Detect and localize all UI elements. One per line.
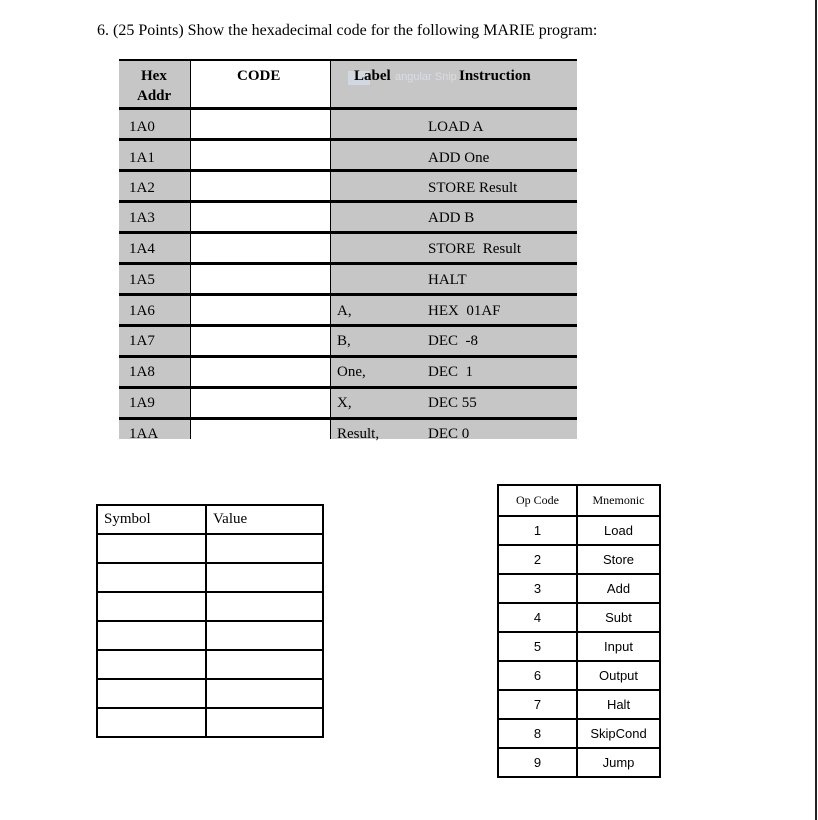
row-addr: 1A8 — [129, 364, 155, 380]
value-cell — [206, 679, 323, 708]
opcode-cell: 2 — [498, 545, 577, 574]
row-addr: 1A7 — [129, 333, 155, 349]
row-rule — [119, 200, 577, 203]
row-rule — [119, 262, 577, 265]
value-header: Value — [206, 505, 323, 534]
page-right-border — [815, 0, 817, 820]
header-instruction: Instruction — [459, 68, 531, 84]
symbol-cell — [97, 592, 206, 621]
opcode-cell: 6 — [498, 661, 577, 690]
row-addr: 1A5 — [129, 272, 155, 288]
mnemonic-cell: Add — [577, 574, 660, 603]
symbol-cell — [97, 563, 206, 592]
opcode-cell: 7 — [498, 690, 577, 719]
row-label: A, — [337, 303, 352, 319]
mnemonic-cell: Store — [577, 545, 660, 574]
mnemonic-cell: Subt — [577, 603, 660, 632]
opcode-header: Op Code — [498, 485, 577, 516]
row-rule — [119, 386, 577, 389]
header-addr: Addr — [137, 88, 172, 104]
row-rule — [119, 138, 577, 141]
row-rule — [119, 169, 577, 172]
row-instruction: STORE Result — [428, 180, 518, 196]
row-instruction: DEC 55 — [428, 395, 477, 411]
row-addr: 1A2 — [129, 180, 155, 196]
symbol-cell — [97, 650, 206, 679]
symbol-table — [96, 504, 324, 738]
opcode-cell: 3 — [498, 574, 577, 603]
mnemonic-cell: Input — [577, 632, 660, 661]
row-addr: 1A0 — [129, 119, 155, 135]
value-cell — [206, 592, 323, 621]
row-rule — [119, 293, 577, 296]
header-hex: Hex — [141, 68, 167, 84]
opcode-table — [497, 484, 661, 778]
row-instruction: LOAD A — [428, 119, 484, 135]
col-divider — [190, 59, 191, 439]
symbol-header: Symbol — [97, 505, 206, 534]
row-instruction: ADD One — [428, 150, 490, 166]
mnemonic-cell: SkipCond — [577, 719, 660, 748]
opcode-cell: 9 — [498, 748, 577, 777]
mnemonic-cell: Halt — [577, 690, 660, 719]
mnemonic-cell: Load — [577, 516, 660, 545]
question-text: 6. (25 Points) Show the hexadecimal code for the following MARIE program: — [97, 22, 598, 39]
row-instruction: ADD B — [428, 210, 475, 226]
row-rule — [119, 355, 577, 358]
row-instruction: HALT — [428, 272, 467, 288]
col-divider — [330, 59, 331, 439]
symbol-cell — [97, 534, 206, 563]
row-addr: 1A1 — [129, 150, 155, 166]
mnemonic-header: Mnemonic — [577, 485, 660, 516]
row-rule — [119, 417, 577, 420]
snip-overlay-text: angular Snip — [395, 71, 457, 83]
row-instruction: DEC -8 — [428, 333, 478, 349]
row-label: B, — [337, 333, 351, 349]
opcode-cell: 4 — [498, 603, 577, 632]
value-cell — [206, 708, 323, 737]
mnemonic-cell: Jump — [577, 748, 660, 777]
header-code: CODE — [237, 68, 281, 84]
row-instruction: DEC 1 — [428, 364, 473, 380]
row-instruction: HEX 01AF — [428, 303, 501, 319]
row-instruction: DEC 0 — [428, 426, 470, 442]
symbol-cell — [97, 708, 206, 737]
opcode-cell: 1 — [498, 516, 577, 545]
value-cell — [206, 534, 323, 563]
mnemonic-cell: Output — [577, 661, 660, 690]
row-addr: 1A4 — [129, 241, 155, 257]
opcode-cell: 8 — [498, 719, 577, 748]
value-cell — [206, 563, 323, 592]
row-rule — [119, 231, 577, 234]
row-label: One, — [337, 364, 366, 380]
row-addr: 1AA — [129, 426, 159, 442]
symbol-cell — [97, 679, 206, 708]
value-cell — [206, 621, 323, 650]
row-instruction: STORE Result — [428, 241, 522, 257]
row-addr: 1A6 — [129, 303, 155, 319]
table-top-rule — [119, 59, 577, 61]
row-label: Result, — [337, 426, 380, 442]
symbol-cell — [97, 621, 206, 650]
value-cell — [206, 650, 323, 679]
header-label: Label — [354, 68, 391, 84]
row-label: X, — [337, 395, 352, 411]
opcode-cell: 5 — [498, 632, 577, 661]
header-bottom-rule — [119, 107, 577, 110]
row-rule — [119, 324, 577, 327]
row-addr: 1A3 — [129, 210, 155, 226]
row-addr: 1A9 — [129, 395, 155, 411]
